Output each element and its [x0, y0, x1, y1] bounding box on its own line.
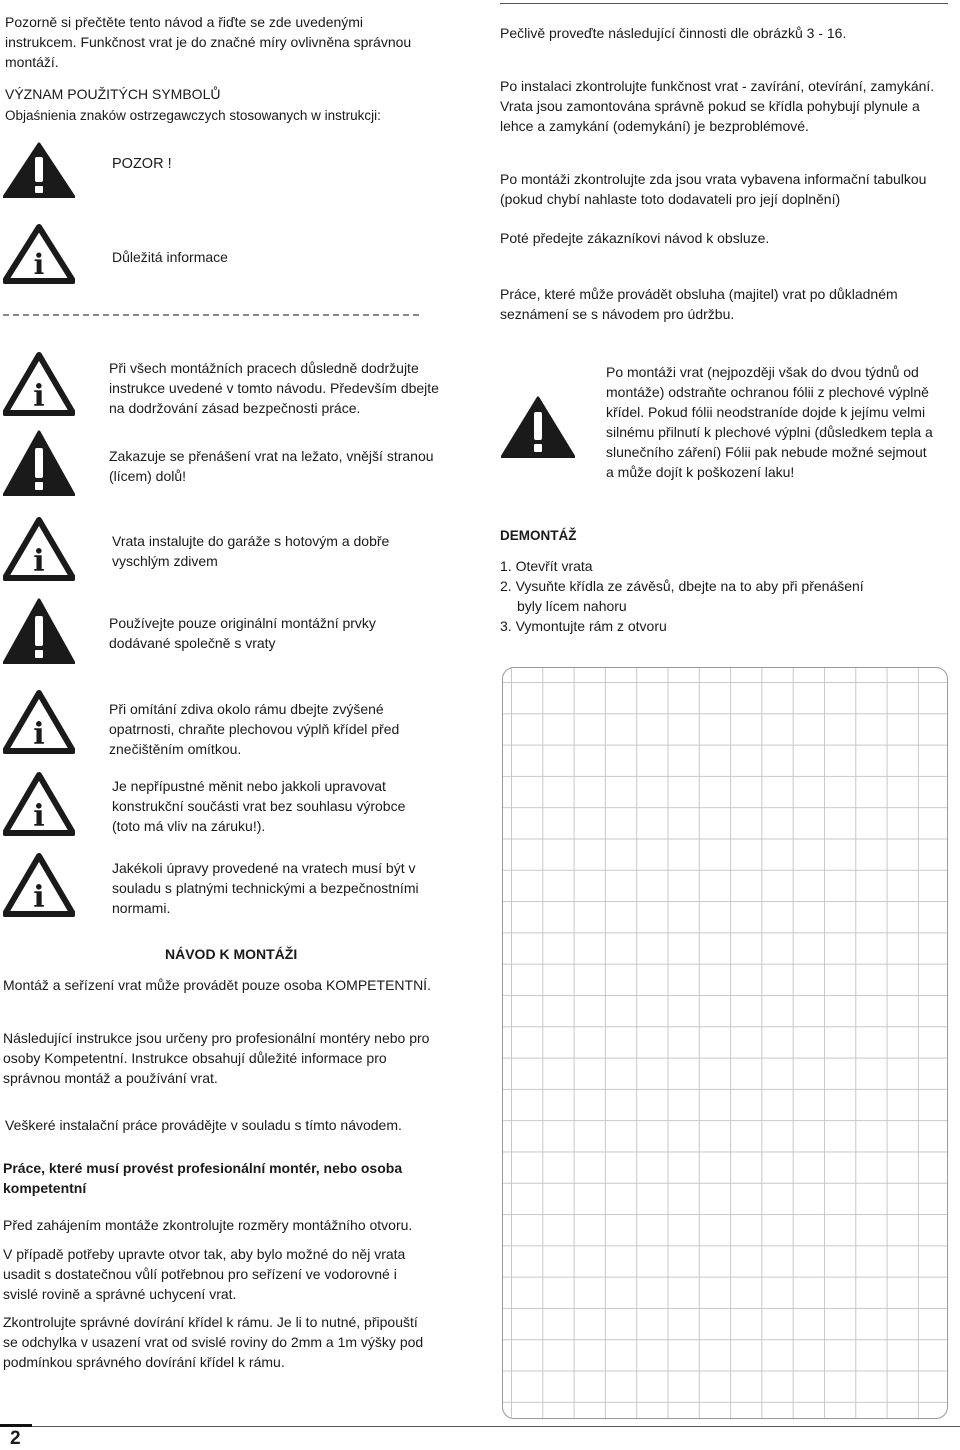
safety-notice [109, 358, 439, 418]
warning-triangle-icon [501, 396, 575, 458]
plate-line: (pokud chybí nahlaste toto dodavateli pro její doplnění) [500, 191, 841, 207]
fit-line: podmínkou správného dovírání křídel k rámu. [3, 1354, 285, 1370]
steps-text: Pečlivě proveďte následující činnosti dle obrázků 3 - 16. [500, 25, 847, 41]
footer-rule [0, 1426, 960, 1427]
competent-text: Montáž a seřízení vrat může provádět pouze osoba KOMPETENTNÍ. [3, 977, 431, 993]
plate-line: Po montáži zkontrolujte zda jsou vrata vybavena informační tabulkou [500, 171, 927, 187]
foil-line: a může dojít k poškození laku! [606, 464, 795, 480]
intro-line: instrukcem. Funkčnost vrat je do značné míry ovlivněna správnou [5, 34, 412, 50]
dashed-divider [3, 314, 419, 316]
adjust-line: normami. [112, 900, 171, 916]
dismount-step-2 [500, 576, 864, 616]
plate-text [500, 169, 926, 209]
foil-line: křídel. Pokud fólii neodstraníde dojde k jejímu velmi [606, 404, 926, 420]
instructions-line: osoby Kompetentní. Instrukce obsahují důležité informace pro [3, 1050, 387, 1066]
svg-text:i: i [33, 379, 45, 414]
plaster-line: znečištěním omítkou. [109, 741, 242, 757]
symbols-heading: VÝZNAM POUŽITÝCH SYMBOLŮ [5, 86, 221, 102]
info-triangle-icon [3, 690, 75, 754]
safety-line: Při všech montážních pracech důsledně dodržujte [109, 360, 419, 376]
adjust-line: souladu s platnými technickými a bezpečnostními [112, 880, 419, 896]
fit-line: Zkontrolujte správné dovírání křídel k rámu. Je li to nutné, připouští [3, 1314, 418, 1330]
owner-line: seznámení se s návodem pro údržbu. [500, 306, 735, 322]
garage-notice [112, 531, 389, 571]
top-rule [500, 3, 948, 4]
check-line: Po instalaci zkontrolujte funkčnost vrat - zavírání, otevírání, zamykání. [500, 78, 935, 94]
page-number: 2 [10, 1428, 21, 1449]
svg-text:i: i [33, 717, 45, 752]
dismount-step-2-line: 2. Vysuňte křídla ze závěsů, dbejte na to aby při přenášení [500, 578, 864, 594]
pro-heading-line: kompetentní [3, 1180, 87, 1196]
instructions-line: Následující instrukce jsou určeny pro profesionální montéry nebo pro [3, 1030, 430, 1046]
foil-line: montáže) odstraňte ochranou fólii z plechové výplně [606, 384, 929, 400]
adjust-opening-line: svislé rovině a správné uchycení vrat. [3, 1286, 237, 1302]
intro-text [5, 12, 411, 72]
modify-line: (toto má vliv na záruku!). [112, 818, 266, 834]
modify-notice [112, 776, 405, 836]
info-triangle-icon [3, 853, 75, 917]
plaster-line: opatrnosti, chraňte plechovou výplň křídel před [109, 721, 400, 737]
modify-line: Je nepřípustné měnit nebo jakkoli upravovat [112, 778, 386, 794]
warning-triangle-icon [3, 142, 75, 198]
dismount-step-3: 3. Vymontujte rám z otvoru [500, 618, 667, 634]
svg-text:i: i [33, 248, 45, 281]
safety-line: instrukce uvedené v tomto návodu. Především dbejte [109, 380, 439, 396]
original-parts-line: Používejte pouze originální montážní prvky [109, 615, 376, 631]
svg-text:i: i [33, 880, 45, 915]
owner-text [500, 284, 898, 324]
accordance-text: Veškeré instalační práce provádějte v souladu s tímto návodem. [5, 1117, 402, 1133]
manual-title: NÁVOD K MONTÁŽI [165, 946, 298, 962]
owner-line: Práce, které může provádět obsluha (majitel) vrat po důkladném [500, 286, 898, 302]
plaster-line: Při omítání zdiva okolo rámu dbejte zvýšené [109, 701, 384, 717]
dismount-step-1: 1. Otevřít vrata [500, 558, 593, 574]
warning-triangle-icon [3, 598, 75, 664]
pro-heading [3, 1158, 402, 1198]
symbols-subheading: Objaśnienia znaków ostrzegawczych stosowanych w instrukcji: [5, 108, 381, 123]
plaster-notice [109, 699, 399, 759]
check-text [500, 76, 934, 136]
adjust-notice [112, 858, 419, 918]
modify-line: konstrukční součásti vrat bez souhlasu výrobce [112, 798, 406, 814]
original-parts-notice [109, 613, 376, 653]
no-flat-line: (lícem) dolů! [109, 468, 187, 484]
legend-warning-label: POZOR ! [112, 156, 172, 172]
instructions-text [3, 1028, 429, 1088]
handover-text: Poté předejte zákazníkovi návod k obsluze. [500, 230, 770, 246]
fit-line: se odchylka v usazení vrat od svislé roviny do 2mm a 1m výšky pod [3, 1334, 424, 1350]
dismount-title: DEMONTÁŽ [500, 528, 577, 543]
adjust-opening-line: V případě potřeby upravte otvor tak, aby bylo možné do něj vrata [3, 1246, 406, 1262]
check-dims-text: Před zahájením montáže zkontrolujte rozměry montážního otvoru. [3, 1217, 413, 1233]
foil-notice [606, 362, 933, 482]
foil-line: slunečního záření) Fólii pak nebude možné sejmout [606, 444, 927, 460]
dismount-step-2-line: byly lícem nahoru [517, 598, 627, 614]
info-triangle-icon [3, 772, 75, 836]
legend-info-label: Důležitá informace [112, 249, 228, 265]
info-triangle-icon [3, 224, 75, 284]
svg-text:i: i [33, 544, 45, 579]
intro-line: Pozorně si přečtěte tento návod a řiďte se zde uvedenými [5, 14, 364, 30]
foil-line: Po montáži vrat (nejpozději však do dvou týdnů od [606, 364, 919, 380]
info-triangle-icon [3, 352, 75, 416]
no-flat-line: Zakazuje se přenášení vrat na ležato, vnější stranou [109, 448, 434, 464]
notes-grid [502, 667, 948, 1419]
garage-line: Vrata instalujte do garáže s hotovým a dobře [112, 533, 390, 549]
svg-text:i: i [33, 799, 45, 834]
garage-line: vyschlým zdivem [112, 553, 218, 569]
fit-text [3, 1312, 423, 1372]
safety-line: na dodržování zásad bezpečnosti práce. [109, 400, 361, 416]
adjust-opening-text [3, 1244, 405, 1304]
pro-heading-line: Práce, které musí provést profesionální montér, nebo osoba [3, 1160, 403, 1176]
footer-tab [0, 1424, 32, 1427]
check-line: Vrata jsou zamontována správně pokud se křídla pohybují plynule a [500, 98, 920, 114]
intro-line: montáží. [5, 54, 59, 70]
instructions-line: správnou montáž a používání vrat. [3, 1070, 218, 1086]
adjust-line: Jakékoli úpravy provedené na vratech musí být v [112, 860, 416, 876]
info-triangle-icon [3, 517, 75, 581]
no-flat-notice [109, 446, 434, 486]
warning-triangle-icon [3, 430, 75, 496]
original-parts-line: dodávané společně s vraty [109, 635, 276, 651]
adjust-opening-line: usadit s dostatečnou vůlí potřebnou pro seřízení ve vodorovné i [3, 1266, 397, 1282]
foil-line: silnému přilnutí k plechové výplni (důsledkem tepla a [606, 424, 933, 440]
check-line: lehce a zamykání (odemykání) je bezproblémové. [500, 118, 809, 134]
